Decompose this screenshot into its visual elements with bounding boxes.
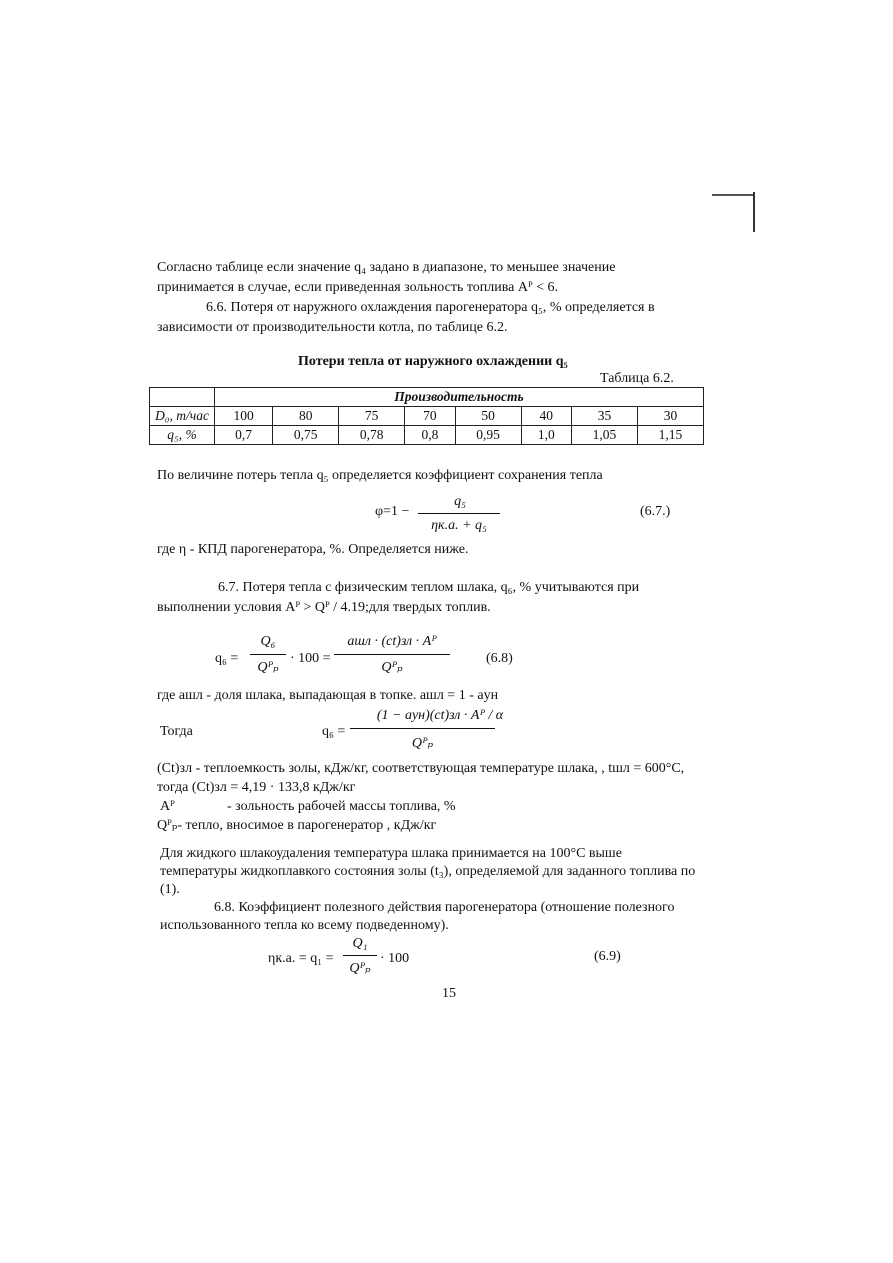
equation-number: (6.7.)	[640, 504, 671, 519]
equation-lhs: ηк.а. = q₁ =	[268, 951, 334, 966]
table-row	[150, 426, 704, 445]
table-cell: 100	[215, 407, 273, 426]
scan-corner-mark	[712, 194, 754, 196]
equation-number: (6.9)	[594, 949, 621, 964]
equation-numerator: Q₁	[352, 936, 368, 951]
table-cell: 75	[339, 407, 405, 426]
equation-lhs: q₆ =	[322, 724, 346, 739]
paragraph-line: принимается в случае, если приведенная зольность топлива Aᴾ < 6.	[157, 280, 559, 295]
page-number: 15	[442, 986, 456, 1001]
table-cell: 40	[521, 407, 571, 426]
equation-operator: · 100	[380, 951, 410, 966]
equation-number: (6.8)	[486, 651, 513, 666]
equation-numerator: Q₆	[260, 634, 276, 649]
fraction-bar	[334, 654, 450, 655]
table-cell: 0,78	[339, 426, 405, 445]
table-cell: 1,15	[637, 426, 703, 445]
paragraph-line: (1).	[160, 882, 180, 897]
equation-denominator: Qᴾₚ	[257, 660, 279, 675]
paragraph-line: Тогда	[160, 724, 193, 739]
table-row-label: q₅, %	[150, 426, 215, 445]
table-cell: 0,8	[405, 426, 455, 445]
paragraph-line: Согласно таблице если значение q₄ задано в диапазоне, то меньшее значение	[157, 260, 616, 275]
table-group-header: Производительность	[215, 388, 704, 407]
table-cell: 30	[637, 407, 703, 426]
definition-line: - зольность рабочей массы топлива, %	[227, 799, 456, 814]
paragraph-line: где η - КПД парогенератора, %. Определяется ниже.	[157, 542, 469, 557]
table-row-label: D₀, т/час	[150, 407, 215, 426]
equation-denominator: ηк.а. + q₅	[431, 518, 487, 533]
table-empty-cell	[150, 388, 215, 407]
equation-denominator: Qᴾₚ	[411, 736, 434, 751]
fraction-bar	[343, 955, 377, 956]
section-6-8-line: 6.8. Коэффициент полезного действия парогенератора (отношение полезного	[214, 900, 675, 915]
definition-line: тогда (Ct)зл = 4,19 · 133,8 кДж/кг	[157, 780, 356, 795]
fraction-bar	[350, 728, 495, 729]
equation-denominator: Qᴾₚ	[381, 660, 403, 675]
table-title: Потери тепла от наружного охлаждении q₅	[298, 354, 568, 369]
table-label: Таблица 6.2.	[600, 371, 674, 386]
equation-lhs: φ=1 −	[375, 504, 410, 519]
table-cell: 80	[273, 407, 339, 426]
equation-denominator: Qᴾₚ	[349, 961, 371, 976]
table-cell: 0,75	[273, 426, 339, 445]
table-cell: 70	[405, 407, 455, 426]
scan-edge-mark	[753, 192, 755, 232]
paragraph-line: выполнении условия Aᴾ > Qᴾ / 4.19;для твердых топлив.	[157, 600, 491, 615]
equation-numerator: aшл · (ct)зл · Aᴾ	[347, 634, 437, 649]
table-cell: 0,7	[215, 426, 273, 445]
fraction-bar	[250, 654, 286, 655]
table-cell: 1,0	[521, 426, 571, 445]
definition-line: Qᴾₚ- тепло, вносимое в парогенератор , кДж/кг	[157, 818, 437, 833]
table-6-2	[149, 387, 704, 445]
table-header-row	[150, 388, 704, 407]
table-row	[150, 407, 704, 426]
equation-numerator: q₅	[454, 494, 466, 509]
paragraph-line: использованного тепла ко всему подведенному).	[160, 918, 449, 933]
table-cell: 0,95	[455, 426, 521, 445]
section-6-6-line: 6.6. Потеря от наружного охлаждения парогенератора q₅, % определяется в	[206, 300, 655, 315]
definition-symbol: Aᴾ	[160, 799, 175, 814]
paragraph-line: По величине потерь тепла q₅ определяется коэффициент сохранения тепла	[157, 468, 603, 483]
paragraph-line: зависимости от производительности котла, по таблице 6.2.	[157, 320, 508, 335]
equation-operator: · 100 =	[290, 651, 331, 666]
table-cell: 1,05	[572, 426, 638, 445]
table-cell: 35	[572, 407, 638, 426]
fraction-bar	[418, 513, 500, 514]
paragraph-line: температуры жидкоплавкого состояния золы (t₃), определяемой для заданного топлива по	[160, 864, 696, 879]
table-cell: 50	[455, 407, 521, 426]
paragraph-line: где aшл - доля шлака, выпадающая в топке. aшл = 1 - aун	[157, 688, 499, 703]
definition-line: (Ct)зл - теплоемкость золы, кДж/кг, соответствующая температуре шлака, , tшл = 600°C,	[157, 761, 685, 776]
paragraph-line: Для жидкого шлакоудаления температура шлака принимается на 100°С выше	[160, 846, 622, 861]
equation-numerator: (1 − aун)(ct)зл · Aᴾ / α	[376, 708, 504, 723]
equation-lhs: q₆ =	[215, 651, 239, 666]
section-6-7-line: 6.7. Потеря тепла с физическим теплом шлака, q₆, % учитываются при	[218, 580, 640, 595]
